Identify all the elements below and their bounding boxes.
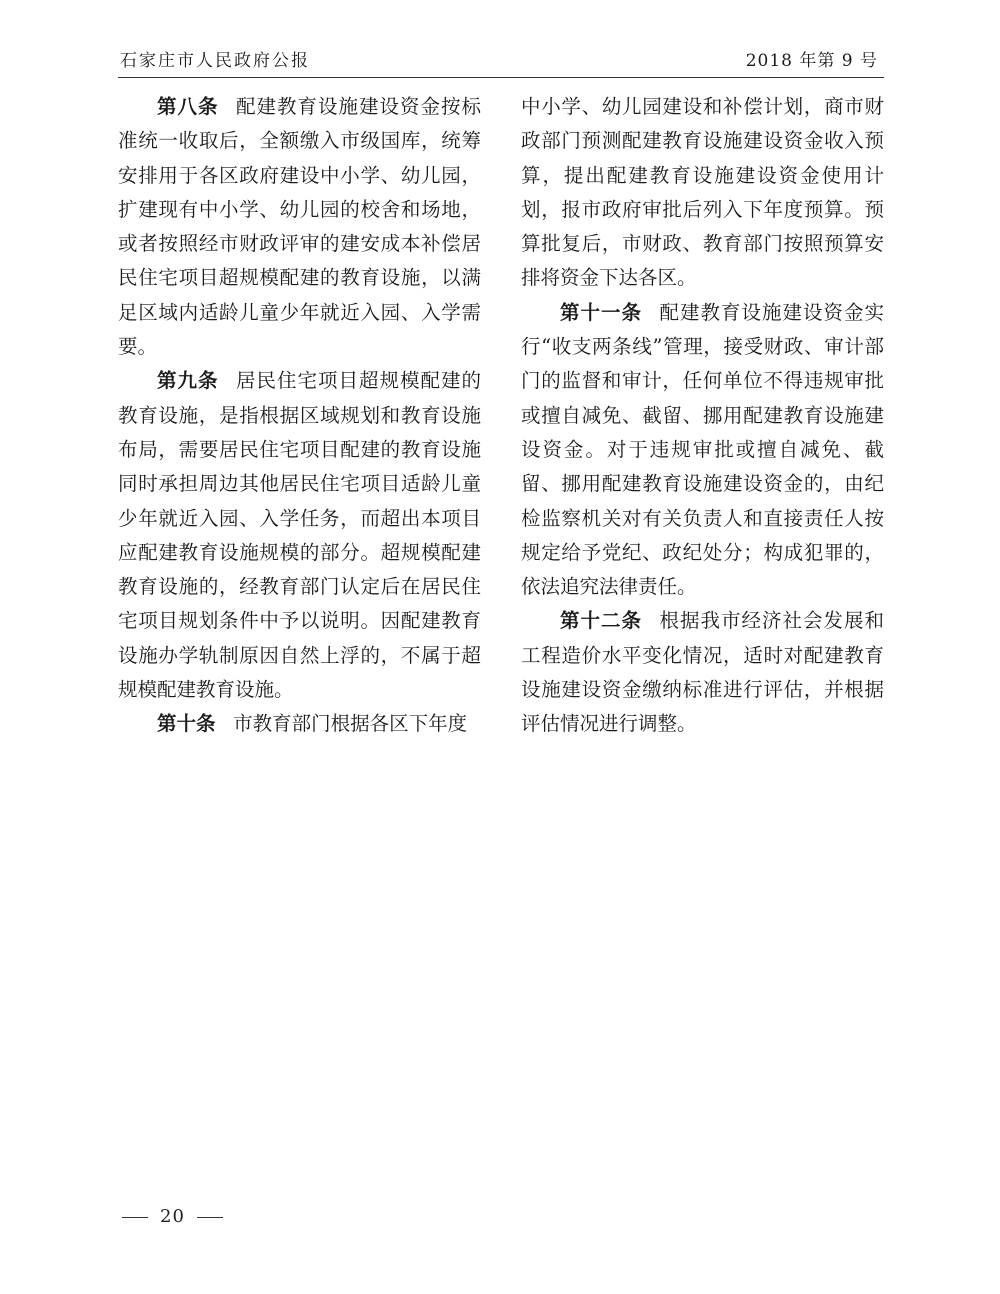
page-number: 20 [160,1206,185,1227]
right-column [521,90,884,742]
page-footer [122,1206,223,1227]
left-column [118,90,481,742]
article-text: 配建教育设施建设资金按标准统一收取后，全额缴入市级国库，统筹安排用于各区政府建设中小学、幼儿园，扩建现有中小学、幼儿园的校舍和场地，或者按照经市财政评审的建安成本补偿居民住宅项目超规模配建的教育设施，以满足区域内适龄儿童少年就近入园、入学需要。 [118,95,481,359]
article-10 [118,707,481,741]
article-8 [118,90,481,364]
header-rule [118,77,884,78]
footer-dash [197,1217,223,1218]
article-heading: 第十条 [157,712,216,736]
article-heading: 第八条 [157,95,219,118]
article-heading: 第十二条 [560,609,642,633]
article-9 [118,364,481,707]
article-text: 市教育部门根据各区下年度 [233,712,468,736]
running-header [118,50,884,78]
issue-number: 2018 年第 9 号 [745,51,878,71]
article-heading: 第九条 [157,369,219,393]
article-12 [521,604,884,741]
article-text: 根据我市经济社会发展和工程造价水平变化情况，适时对配建教育设施建设资金缴纳标准进行评估，并根据评估情况进行调整。 [521,609,884,736]
article-text: 配建教育设施建设资金实行“收支两条线”管理，接受财政、审计部门的监督和审计，任何单位不得违规审批或擅自减免、截留、挪用配建教育设施建设资金。对于违规审批或擅自减免、截留、挪用配建教育设施建设资金的，由纪检监察机关对有关负责人和直接责任人按规定给予党纪、政纪处分；构成犯罪的，依法追究法律责任。 [521,300,884,599]
article-heading: 第十一条 [560,300,642,324]
article-text: 居民住宅项目超规模配建的教育设施，是指根据区域规划和教育设施布局，需要居民住宅项目配建的教育设施同时承担周边其他居民住宅项目适龄儿童少年就近入园、入学任务，而超出本项目应配建教育设施规模的部分。超规模配建教育设施的，经教育部门认定后在居民住宅项目规划条件中予以说明。因配建教育设施办学轨制原因自然上浮的，不属于超规模配建教育设施。 [118,369,481,702]
article-10-continued: 中小学、幼儿园建设和补偿计划，商市财政部门预测配建教育设施建设资金收入预算，提出配建教育设施建设资金使用计划，报市政府审批后列入下年度预算。预算批复后，市财政、教育部门按照预算安排将资金下达各区。 [521,95,884,290]
article-11 [521,296,884,605]
publication-title: 石家庄市人民政府公报 [120,51,310,71]
footer-dash [122,1217,148,1218]
